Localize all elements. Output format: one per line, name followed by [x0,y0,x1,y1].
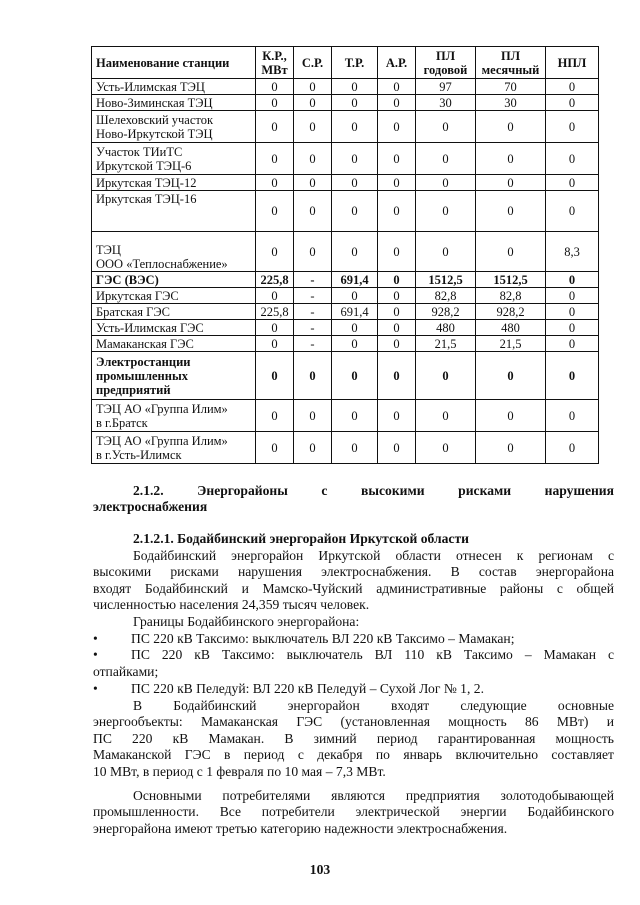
cell-sr: 0 [294,175,332,191]
station-name: ТЭЦ АО «Группа Илим» в г.Братск [92,400,256,432]
cell-pl-year: 928,2 [416,304,476,320]
cell-pl-month: 82,8 [476,288,546,304]
cell-ar: 0 [378,79,416,95]
header-pl-month: ПЛ месячный [476,47,546,79]
cell-tr: 691,4 [332,304,378,320]
header-kr: К.Р., МВт [256,47,294,79]
cell-npl: 8,3 [546,232,599,272]
cell-pl-year: 0 [416,191,476,232]
cell-kr: 0 [256,336,294,352]
paragraph-boundaries: Границы Бодайбинского энергорайона: [133,614,360,629]
cell-sr: 0 [294,191,332,232]
cell-npl: 0 [546,272,599,288]
section-heading-2-1-2: 2.1.2. Энергорайоны с высокими рисками нарушения электроснабжения [93,483,614,515]
station-name: Мамаканская ГЭС [92,336,256,352]
cell-pl-month: 0 [476,111,546,143]
header-tr: Т.Р. [332,47,378,79]
cell-ar: 0 [378,336,416,352]
cell-npl: 0 [546,304,599,320]
cell-sr: - [294,336,332,352]
cell-pl-month: 928,2 [476,304,546,320]
cell-ar: 0 [378,191,416,232]
table-row [92,191,599,232]
station-name: ТЭЦ АО «Группа Илим» в г.Усть-Илимск [92,432,256,464]
cell-sr: 0 [294,95,332,111]
station-name: Братская ГЭС [92,304,256,320]
cell-ar: 0 [378,352,416,400]
stations-table [91,46,599,464]
cell-sr: 0 [294,79,332,95]
cell-tr: 0 [332,336,378,352]
cell-pl-month: 480 [476,320,546,336]
table-row [92,111,599,143]
list-item: • ПС 220 кВ Пеледуй: ВЛ 220 кВ Пеледуй – Сухой Лог № 1, 2. [93,681,484,696]
cell-tr: 0 [332,79,378,95]
cell-kr: 0 [256,79,294,95]
paragraph-energy-objects: В Бодайбинский энергорайон входят следующие основные энергообъекты: Мамаканская ГЭС (установленная мощность 86 МВт) и ПС 220 кВ Мамакан. В зимний период гарантированная мощность Мамаканской ГЭС в период с декабря по январь включительно составляет 10 МВт, в период с 1 февраля по 10 мая – 7,3 МВт. [93,698,614,779]
cell-tr: 0 [332,232,378,272]
table-header-row [92,47,599,79]
cell-sr: 0 [294,432,332,464]
cell-pl-year: 97 [416,79,476,95]
cell-tr: 0 [332,191,378,232]
cell-pl-year: 480 [416,320,476,336]
cell-sr: - [294,288,332,304]
station-name: Иркутская ТЭЦ-12 [92,175,256,191]
cell-pl-year: 30 [416,95,476,111]
header-sr: С.Р. [294,47,332,79]
cell-kr: 225,8 [256,304,294,320]
cell-pl-month: 70 [476,79,546,95]
cell-pl-year: 0 [416,111,476,143]
table-row [92,320,599,336]
cell-tr: 0 [332,175,378,191]
cell-kr: 0 [256,320,294,336]
cell-npl: 0 [546,79,599,95]
section-heading-2-1-2-1: 2.1.2.1. Бодайбинский энергорайон Иркутской области [133,531,469,546]
table-row-group-industrial [92,352,599,400]
cell-pl-year: 0 [416,143,476,175]
paragraph-consumers: Основными потребителями являются предприятия золотодобывающей промышленности. Все потребители электрической энергии Бодайбинского энергорайона имеют третью категорию надежности электроснабжения. [93,788,614,836]
cell-ar: 0 [378,272,416,288]
cell-ar: 0 [378,95,416,111]
cell-ar: 0 [378,288,416,304]
cell-pl-month: 0 [476,191,546,232]
cell-pl-month: 0 [476,143,546,175]
cell-npl: 0 [546,336,599,352]
header-station-name: Наименование станции [92,47,256,79]
cell-kr: 0 [256,95,294,111]
cell-pl-month: 0 [476,400,546,432]
cell-sr: 0 [294,352,332,400]
cell-pl-year: 0 [416,400,476,432]
cell-kr: 225,8 [256,272,294,288]
cell-ar: 0 [378,320,416,336]
cell-tr: 0 [332,432,378,464]
cell-npl: 0 [546,432,599,464]
list-item: • ПС 220 кВ Таксимо: выключатель ВЛ 110 кВ Таксимо – Мамакан с отпайками; [93,647,614,679]
cell-pl-year: 0 [416,232,476,272]
cell-pl-month: 21,5 [476,336,546,352]
station-name: Иркутская ГЭС [92,288,256,304]
header-ar: А.Р. [378,47,416,79]
cell-npl: 0 [546,111,599,143]
cell-pl-month: 0 [476,175,546,191]
table-row [92,432,599,464]
cell-npl: 0 [546,143,599,175]
cell-npl: 0 [546,320,599,336]
cell-pl-month: 0 [476,232,546,272]
bullet-icon: • [93,631,98,646]
table-row [92,400,599,432]
cell-kr: 0 [256,111,294,143]
station-name: ГЭС (ВЭС) [92,272,256,288]
header-npl: НПЛ [546,47,599,79]
page-number: 103 [309,862,331,877]
station-name: Электростанции промышленных предприятий [92,352,256,400]
cell-npl: 0 [546,352,599,400]
cell-pl-year: 0 [416,352,476,400]
cell-sr: 0 [294,232,332,272]
cell-kr: 0 [256,288,294,304]
cell-tr: 691,4 [332,272,378,288]
cell-npl: 0 [546,95,599,111]
station-name: Ново-Зиминская ТЭЦ [92,95,256,111]
table-row [92,79,599,95]
table-row [92,336,599,352]
header-pl-year: ПЛ годовой [416,47,476,79]
station-name: Шелеховский участок Ново-Иркутской ТЭЦ [92,111,256,143]
cell-tr: 0 [332,111,378,143]
station-name: Усть-Илимская ГЭС [92,320,256,336]
station-name: Усть-Илимская ТЭЦ [92,79,256,95]
cell-tr: 0 [332,288,378,304]
station-name: Участок ТИиТС Иркутской ТЭЦ-6 [92,143,256,175]
cell-ar: 0 [378,111,416,143]
cell-ar: 0 [378,232,416,272]
cell-pl-year: 82,8 [416,288,476,304]
cell-tr: 0 [332,352,378,400]
cell-ar: 0 [378,143,416,175]
cell-pl-month: 0 [476,352,546,400]
cell-npl: 0 [546,400,599,432]
cell-ar: 0 [378,432,416,464]
cell-npl: 0 [546,191,599,232]
cell-kr: 0 [256,191,294,232]
cell-kr: 0 [256,232,294,272]
cell-sr: - [294,320,332,336]
cell-kr: 0 [256,143,294,175]
cell-pl-year: 0 [416,432,476,464]
cell-pl-month: 1512,5 [476,272,546,288]
cell-pl-month: 30 [476,95,546,111]
cell-npl: 0 [546,288,599,304]
bullet-icon: • [93,681,98,696]
list-item: • ПС 220 кВ Таксимо: выключатель ВЛ 220 кВ Таксимо – Мамакан; [93,631,515,646]
cell-kr: 0 [256,400,294,432]
station-name: Иркутская ТЭЦ-16 [92,191,256,232]
table-row [92,288,599,304]
cell-pl-month: 0 [476,432,546,464]
table-row [92,175,599,191]
cell-sr: - [294,272,332,288]
cell-sr: - [294,304,332,320]
table-row [92,232,599,272]
table-row-group-hpp [92,272,599,288]
cell-tr: 0 [332,143,378,175]
cell-npl: 0 [546,175,599,191]
cell-kr: 0 [256,175,294,191]
cell-sr: 0 [294,400,332,432]
table-row [92,304,599,320]
cell-tr: 0 [332,400,378,432]
cell-ar: 0 [378,304,416,320]
cell-tr: 0 [332,320,378,336]
cell-tr: 0 [332,95,378,111]
cell-pl-year: 21,5 [416,336,476,352]
table-row [92,143,599,175]
table-row [92,95,599,111]
paragraph-intro: Бодайбинский энергорайон Иркутской области отнесен к регионам с высокими рисками нарушения электроснабжения. В состав энергорайона входят Бодайбинский и Мамско-Чуйский административные районы с общей численностью населения 24,359 тысяч человек. [93,548,614,613]
cell-kr: 0 [256,352,294,400]
cell-sr: 0 [294,111,332,143]
station-name: ТЭЦ ООО «Теплоснабжение» [92,232,256,272]
cell-kr: 0 [256,432,294,464]
cell-ar: 0 [378,400,416,432]
cell-pl-year: 0 [416,175,476,191]
cell-sr: 0 [294,143,332,175]
cell-pl-year: 1512,5 [416,272,476,288]
bullet-icon: • [93,647,98,662]
cell-ar: 0 [378,175,416,191]
